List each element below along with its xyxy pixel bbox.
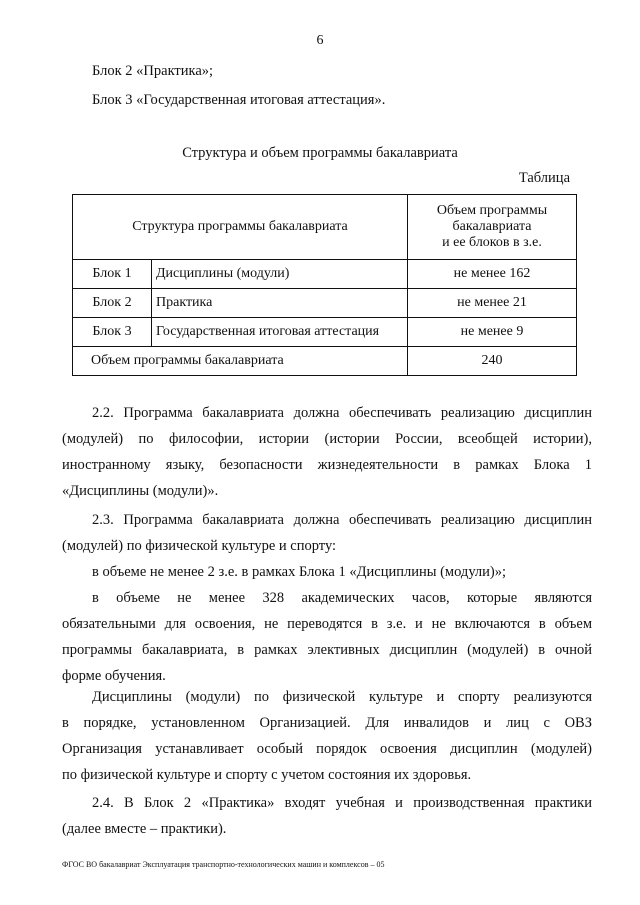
text-line: иностранному языку, безопасности жизнедеятельности в рамках Блока 1	[62, 457, 592, 473]
intro-line-block3: Блок 3 «Государственная итоговая аттестация».	[92, 92, 386, 108]
table-header-row	[73, 195, 577, 260]
block-name: Практика	[152, 289, 408, 318]
text-line: форме обучения.	[62, 668, 166, 684]
text-line: в объеме не менее 2 з.е. в рамках Блока 1 «Дисциплины (модули)»;	[92, 564, 507, 580]
header-structure: Структура программы бакалавриата	[73, 195, 408, 260]
text-line: «Дисциплины (модули)».	[62, 483, 219, 499]
header-volume	[408, 195, 577, 260]
text-line: по физической культуре и спорту с учетом состояния их здоровья.	[62, 767, 472, 783]
block-value: не менее 9	[408, 318, 577, 347]
intro-line-block2: Блок 2 «Практика»;	[92, 63, 214, 79]
structure-table	[72, 194, 577, 376]
text-line: 2.2. Программа бакалавриата должна обеспечивать реализацию дисциплин	[92, 405, 592, 421]
header-volume-line: бакалавриата	[452, 219, 532, 234]
block-name: Государственная итоговая аттестация	[152, 318, 408, 347]
table-total-row	[73, 347, 577, 376]
block-code: Блок 1	[73, 260, 152, 289]
text-line: 2.3. Программа бакалавриата должна обеспечивать реализацию дисциплин	[92, 512, 592, 528]
text-line: Дисциплины (модули) по физической культуре и спорту реализуются	[92, 689, 592, 705]
text-line: (далее вместе – практики).	[62, 821, 227, 837]
paragraph-sport	[62, 684, 592, 788]
text-line: 2.4. В Блок 2 «Практика» входят учебная и производственная практики	[92, 795, 592, 811]
table-row	[73, 289, 577, 318]
block-code: Блок 3	[73, 318, 152, 347]
total-label: Объем программы бакалавриата	[73, 347, 408, 376]
text-line: (модулей) по физической культуре и спорту:	[62, 538, 337, 554]
paragraph-2-3	[62, 507, 592, 689]
table-caption: Таблица	[518, 170, 570, 186]
table-title: Структура и объем программы бакалавриата	[182, 145, 458, 161]
table-row	[73, 318, 577, 347]
header-volume-line: Объем программы	[436, 203, 548, 218]
block-name: Дисциплины (модули)	[152, 260, 408, 289]
block-value: не менее 21	[408, 289, 577, 318]
text-line: Организация устанавливает особый порядок освоения дисциплин (модулей)	[62, 741, 592, 757]
paragraph-2-2	[62, 400, 592, 504]
text-line: программы бакалавриата, в рамках элективных дисциплин (модулей) в очной	[62, 642, 592, 658]
text-line: в объеме не менее 328 академических часов, которые являются	[92, 590, 592, 606]
text-line: (модулей) по философии, истории (истории России, всеобщей истории),	[62, 431, 592, 447]
page-number: 6	[316, 33, 324, 48]
text-line: в порядке, установленном Организацией. Для инвалидов и лиц с ОВЗ	[62, 715, 592, 731]
table-row	[73, 260, 577, 289]
footer: ФГОС ВО бакалавриат Эксплуатация транспортно-технологических машин и комплексов – 05	[62, 860, 385, 869]
total-value: 240	[408, 347, 577, 376]
block-value: не менее 162	[408, 260, 577, 289]
header-volume-line: и ее блоков в з.е.	[442, 235, 542, 250]
block-code: Блок 2	[73, 289, 152, 318]
text-line: обязательными для освоения, не переводятся в з.е. и не включаются в объем	[62, 616, 592, 632]
paragraph-2-4	[62, 790, 592, 842]
